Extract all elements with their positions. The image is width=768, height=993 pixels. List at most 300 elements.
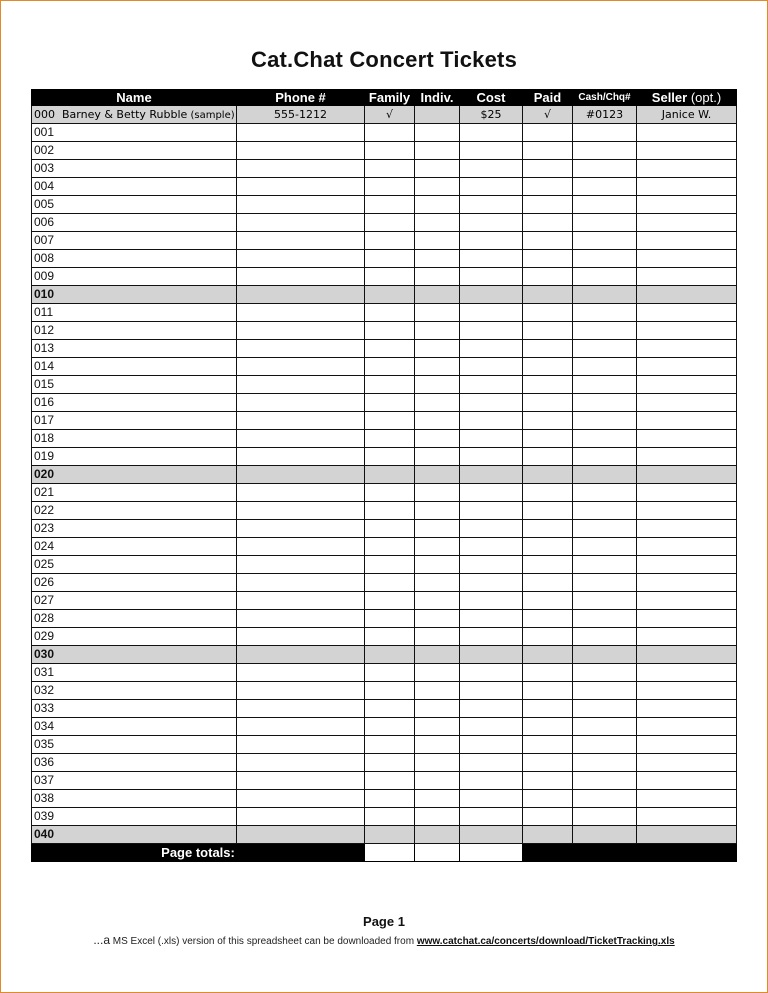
name-cell[interactable]: 026 (32, 574, 237, 592)
name-cell[interactable]: 036 (32, 754, 237, 772)
phone-cell[interactable] (237, 376, 365, 394)
family-cell[interactable] (365, 574, 415, 592)
name-cell[interactable]: 028 (32, 610, 237, 628)
cost-cell[interactable] (460, 610, 523, 628)
phone-cell[interactable] (237, 232, 365, 250)
seller-cell[interactable] (637, 628, 737, 646)
name-cell[interactable]: 001 (32, 124, 237, 142)
family-cell[interactable] (365, 556, 415, 574)
cost-cell[interactable] (460, 718, 523, 736)
name-cell[interactable]: 029 (32, 628, 237, 646)
phone-cell[interactable] (237, 358, 365, 376)
seller-cell[interactable] (637, 286, 737, 304)
name-cell[interactable]: 017 (32, 412, 237, 430)
cash-chq-cell[interactable] (573, 646, 637, 664)
cash-chq-cell[interactable] (573, 538, 637, 556)
paid-cell[interactable] (523, 682, 573, 700)
phone-cell[interactable] (237, 610, 365, 628)
cost-cell[interactable] (460, 592, 523, 610)
family-cell[interactable] (365, 628, 415, 646)
seller-cell[interactable] (637, 160, 737, 178)
seller-cell[interactable] (637, 826, 737, 844)
cost-cell[interactable] (460, 808, 523, 826)
name-cell[interactable]: 034 (32, 718, 237, 736)
family-cell[interactable] (365, 268, 415, 286)
cash-chq-cell[interactable] (573, 232, 637, 250)
cash-chq-cell[interactable] (573, 520, 637, 538)
seller-cell[interactable] (637, 520, 737, 538)
paid-cell[interactable] (523, 646, 573, 664)
cash-chq-cell[interactable] (573, 466, 637, 484)
paid-cell[interactable] (523, 196, 573, 214)
family-cell[interactable] (365, 610, 415, 628)
family-cell[interactable] (365, 520, 415, 538)
cash-chq-cell[interactable] (573, 124, 637, 142)
total-cost-cell[interactable] (460, 844, 523, 862)
name-cell[interactable]: 040 (32, 826, 237, 844)
total-family-cell[interactable] (365, 844, 415, 862)
indiv-cell[interactable] (415, 412, 460, 430)
family-cell[interactable] (365, 466, 415, 484)
phone-cell[interactable] (237, 250, 365, 268)
cash-chq-cell[interactable] (573, 268, 637, 286)
phone-cell[interactable] (237, 340, 365, 358)
family-cell[interactable] (365, 196, 415, 214)
phone-cell[interactable] (237, 448, 365, 466)
cost-cell[interactable] (460, 268, 523, 286)
phone-cell[interactable] (237, 682, 365, 700)
name-cell[interactable]: 004 (32, 178, 237, 196)
phone-cell[interactable] (237, 286, 365, 304)
phone-cell[interactable] (237, 430, 365, 448)
name-cell[interactable]: 038 (32, 790, 237, 808)
cash-chq-cell[interactable] (573, 610, 637, 628)
name-cell[interactable]: 033 (32, 700, 237, 718)
name-cell[interactable]: 014 (32, 358, 237, 376)
name-cell[interactable]: 027 (32, 592, 237, 610)
family-cell[interactable] (365, 448, 415, 466)
paid-cell[interactable] (523, 448, 573, 466)
cost-cell[interactable] (460, 142, 523, 160)
cost-cell[interactable] (460, 232, 523, 250)
paid-cell[interactable] (523, 700, 573, 718)
name-cell[interactable]: 010 (32, 286, 237, 304)
indiv-cell[interactable] (415, 322, 460, 340)
phone-cell[interactable] (237, 160, 365, 178)
cost-cell[interactable] (460, 664, 523, 682)
cost-cell[interactable] (460, 394, 523, 412)
cash-chq-cell[interactable] (573, 196, 637, 214)
phone-cell[interactable] (237, 394, 365, 412)
family-cell[interactable] (365, 736, 415, 754)
seller-cell[interactable] (637, 304, 737, 322)
total-indiv-cell[interactable] (415, 844, 460, 862)
name-cell[interactable]: 031 (32, 664, 237, 682)
seller-cell[interactable] (637, 538, 737, 556)
name-cell[interactable]: 023 (32, 520, 237, 538)
paid-cell[interactable] (523, 304, 573, 322)
paid-cell[interactable] (523, 466, 573, 484)
name-cell[interactable]: 006 (32, 214, 237, 232)
family-cell[interactable] (365, 682, 415, 700)
paid-cell[interactable] (523, 142, 573, 160)
paid-cell[interactable] (523, 772, 573, 790)
family-cell[interactable] (365, 538, 415, 556)
family-cell[interactable] (365, 178, 415, 196)
paid-cell[interactable] (523, 376, 573, 394)
seller-cell[interactable] (637, 574, 737, 592)
paid-cell[interactable] (523, 592, 573, 610)
phone-cell[interactable] (237, 502, 365, 520)
indiv-cell[interactable] (415, 592, 460, 610)
cash-chq-cell[interactable] (573, 592, 637, 610)
cash-chq-cell[interactable] (573, 826, 637, 844)
seller-cell[interactable] (637, 394, 737, 412)
indiv-cell[interactable] (415, 736, 460, 754)
indiv-cell[interactable] (415, 160, 460, 178)
cash-chq-cell[interactable] (573, 628, 637, 646)
name-cell[interactable]: 016 (32, 394, 237, 412)
paid-cell[interactable] (523, 358, 573, 376)
phone-cell[interactable] (237, 754, 365, 772)
name-cell[interactable]: 037 (32, 772, 237, 790)
indiv-cell[interactable] (415, 826, 460, 844)
name-cell[interactable]: 030 (32, 646, 237, 664)
indiv-cell[interactable] (415, 466, 460, 484)
paid-cell[interactable] (523, 286, 573, 304)
family-cell[interactable] (365, 718, 415, 736)
indiv-cell[interactable] (415, 682, 460, 700)
cash-chq-cell[interactable] (573, 790, 637, 808)
name-cell[interactable]: 015 (32, 376, 237, 394)
cost-cell[interactable] (460, 340, 523, 358)
sample-cost-cell[interactable]: $25 (460, 106, 523, 124)
family-cell[interactable] (365, 646, 415, 664)
family-cell[interactable] (365, 142, 415, 160)
cost-cell[interactable] (460, 502, 523, 520)
name-cell[interactable]: 007 (32, 232, 237, 250)
seller-cell[interactable] (637, 790, 737, 808)
phone-cell[interactable] (237, 466, 365, 484)
phone-cell[interactable] (237, 178, 365, 196)
phone-cell[interactable] (237, 214, 365, 232)
phone-cell[interactable] (237, 808, 365, 826)
cost-cell[interactable] (460, 646, 523, 664)
phone-cell[interactable] (237, 826, 365, 844)
cash-chq-cell[interactable] (573, 754, 637, 772)
cash-chq-cell[interactable] (573, 736, 637, 754)
cash-chq-cell[interactable] (573, 160, 637, 178)
phone-cell[interactable] (237, 718, 365, 736)
indiv-cell[interactable] (415, 538, 460, 556)
phone-cell[interactable] (237, 196, 365, 214)
paid-cell[interactable] (523, 628, 573, 646)
cash-chq-cell[interactable] (573, 772, 637, 790)
cash-chq-cell[interactable] (573, 664, 637, 682)
seller-cell[interactable] (637, 754, 737, 772)
indiv-cell[interactable] (415, 610, 460, 628)
cost-cell[interactable] (460, 772, 523, 790)
paid-cell[interactable] (523, 178, 573, 196)
paid-cell[interactable] (523, 736, 573, 754)
family-cell[interactable] (365, 232, 415, 250)
cost-cell[interactable] (460, 484, 523, 502)
phone-cell[interactable] (237, 646, 365, 664)
paid-cell[interactable] (523, 556, 573, 574)
seller-cell[interactable] (637, 358, 737, 376)
family-cell[interactable] (365, 322, 415, 340)
cost-cell[interactable] (460, 376, 523, 394)
seller-cell[interactable] (637, 556, 737, 574)
cost-cell[interactable] (460, 520, 523, 538)
sample-paid-cell[interactable]: √ (523, 106, 573, 124)
seller-cell[interactable] (637, 736, 737, 754)
indiv-cell[interactable] (415, 124, 460, 142)
seller-cell[interactable] (637, 250, 737, 268)
family-cell[interactable] (365, 790, 415, 808)
cash-chq-cell[interactable] (573, 340, 637, 358)
phone-cell[interactable] (237, 592, 365, 610)
indiv-cell[interactable] (415, 556, 460, 574)
paid-cell[interactable] (523, 268, 573, 286)
cash-chq-cell[interactable] (573, 448, 637, 466)
indiv-cell[interactable] (415, 286, 460, 304)
seller-cell[interactable] (637, 502, 737, 520)
cash-chq-cell[interactable] (573, 214, 637, 232)
indiv-cell[interactable] (415, 376, 460, 394)
paid-cell[interactable] (523, 808, 573, 826)
cash-chq-cell[interactable] (573, 484, 637, 502)
cost-cell[interactable] (460, 430, 523, 448)
indiv-cell[interactable] (415, 718, 460, 736)
family-cell[interactable] (365, 124, 415, 142)
seller-cell[interactable] (637, 700, 737, 718)
paid-cell[interactable] (523, 340, 573, 358)
indiv-cell[interactable] (415, 394, 460, 412)
paid-cell[interactable] (523, 538, 573, 556)
seller-cell[interactable] (637, 808, 737, 826)
cost-cell[interactable] (460, 826, 523, 844)
cash-chq-cell[interactable] (573, 376, 637, 394)
family-cell[interactable] (365, 304, 415, 322)
seller-cell[interactable] (637, 124, 737, 142)
seller-cell[interactable] (637, 430, 737, 448)
phone-cell[interactable] (237, 268, 365, 286)
name-cell[interactable]: 009 (32, 268, 237, 286)
seller-cell[interactable] (637, 196, 737, 214)
name-cell[interactable]: 020 (32, 466, 237, 484)
seller-cell[interactable] (637, 322, 737, 340)
cost-cell[interactable] (460, 124, 523, 142)
phone-cell[interactable] (237, 556, 365, 574)
cash-chq-cell[interactable] (573, 286, 637, 304)
cash-chq-cell[interactable] (573, 412, 637, 430)
seller-cell[interactable] (637, 376, 737, 394)
sample-indiv-cell[interactable] (415, 106, 460, 124)
indiv-cell[interactable] (415, 664, 460, 682)
paid-cell[interactable] (523, 232, 573, 250)
indiv-cell[interactable] (415, 196, 460, 214)
family-cell[interactable] (365, 214, 415, 232)
cost-cell[interactable] (460, 412, 523, 430)
cost-cell[interactable] (460, 304, 523, 322)
cash-chq-cell[interactable] (573, 502, 637, 520)
indiv-cell[interactable] (415, 448, 460, 466)
cost-cell[interactable] (460, 322, 523, 340)
name-cell[interactable]: 039 (32, 808, 237, 826)
phone-cell[interactable] (237, 520, 365, 538)
indiv-cell[interactable] (415, 484, 460, 502)
seller-cell[interactable] (637, 412, 737, 430)
seller-cell[interactable] (637, 178, 737, 196)
cost-cell[interactable] (460, 358, 523, 376)
cost-cell[interactable] (460, 214, 523, 232)
cost-cell[interactable] (460, 448, 523, 466)
cost-cell[interactable] (460, 196, 523, 214)
name-cell[interactable]: 003 (32, 160, 237, 178)
phone-cell[interactable] (237, 790, 365, 808)
cost-cell[interactable] (460, 682, 523, 700)
family-cell[interactable] (365, 340, 415, 358)
seller-cell[interactable] (637, 466, 737, 484)
sample-name-cell[interactable] (32, 106, 237, 124)
family-cell[interactable] (365, 394, 415, 412)
phone-cell[interactable] (237, 538, 365, 556)
paid-cell[interactable] (523, 790, 573, 808)
cost-cell[interactable] (460, 736, 523, 754)
name-cell[interactable]: 012 (32, 322, 237, 340)
family-cell[interactable] (365, 592, 415, 610)
phone-cell[interactable] (237, 124, 365, 142)
cost-cell[interactable] (460, 178, 523, 196)
cost-cell[interactable] (460, 538, 523, 556)
paid-cell[interactable] (523, 520, 573, 538)
indiv-cell[interactable] (415, 268, 460, 286)
seller-cell[interactable] (637, 772, 737, 790)
phone-cell[interactable] (237, 736, 365, 754)
paid-cell[interactable] (523, 430, 573, 448)
seller-cell[interactable] (637, 268, 737, 286)
cost-cell[interactable] (460, 790, 523, 808)
family-cell[interactable] (365, 826, 415, 844)
name-cell[interactable]: 005 (32, 196, 237, 214)
name-cell[interactable]: 008 (32, 250, 237, 268)
cash-chq-cell[interactable] (573, 304, 637, 322)
cost-cell[interactable] (460, 466, 523, 484)
name-cell[interactable]: 024 (32, 538, 237, 556)
indiv-cell[interactable] (415, 232, 460, 250)
paid-cell[interactable] (523, 484, 573, 502)
name-cell[interactable]: 032 (32, 682, 237, 700)
family-cell[interactable] (365, 808, 415, 826)
family-cell[interactable] (365, 376, 415, 394)
cash-chq-cell[interactable] (573, 394, 637, 412)
phone-cell[interactable] (237, 664, 365, 682)
seller-cell[interactable] (637, 214, 737, 232)
cash-chq-cell[interactable] (573, 430, 637, 448)
paid-cell[interactable] (523, 610, 573, 628)
name-cell[interactable]: 025 (32, 556, 237, 574)
family-cell[interactable] (365, 412, 415, 430)
phone-cell[interactable] (237, 628, 365, 646)
phone-cell[interactable] (237, 700, 365, 718)
name-cell[interactable]: 011 (32, 304, 237, 322)
seller-cell[interactable] (637, 682, 737, 700)
family-cell[interactable] (365, 430, 415, 448)
family-cell[interactable] (365, 700, 415, 718)
seller-cell[interactable] (637, 646, 737, 664)
seller-cell[interactable] (637, 142, 737, 160)
paid-cell[interactable] (523, 412, 573, 430)
sample-seller-cell[interactable]: Janice W. (637, 106, 737, 124)
seller-cell[interactable] (637, 718, 737, 736)
download-link[interactable]: www.catchat.ca/concerts/download/TicketTracking.xls (416, 936, 675, 947)
cost-cell[interactable] (460, 754, 523, 772)
cash-chq-cell[interactable] (573, 250, 637, 268)
name-cell[interactable]: 035 (32, 736, 237, 754)
phone-cell[interactable] (237, 322, 365, 340)
name-cell[interactable]: 018 (32, 430, 237, 448)
name-cell[interactable]: 002 (32, 142, 237, 160)
seller-cell[interactable] (637, 448, 737, 466)
family-cell[interactable] (365, 250, 415, 268)
paid-cell[interactable] (523, 394, 573, 412)
indiv-cell[interactable] (415, 358, 460, 376)
seller-cell[interactable] (637, 484, 737, 502)
indiv-cell[interactable] (415, 502, 460, 520)
indiv-cell[interactable] (415, 520, 460, 538)
family-cell[interactable] (365, 286, 415, 304)
cost-cell[interactable] (460, 286, 523, 304)
seller-cell[interactable] (637, 340, 737, 358)
indiv-cell[interactable] (415, 628, 460, 646)
family-cell[interactable] (365, 484, 415, 502)
paid-cell[interactable] (523, 250, 573, 268)
phone-cell[interactable] (237, 412, 365, 430)
phone-cell[interactable] (237, 484, 365, 502)
paid-cell[interactable] (523, 322, 573, 340)
indiv-cell[interactable] (415, 430, 460, 448)
family-cell[interactable] (365, 754, 415, 772)
name-cell[interactable]: 022 (32, 502, 237, 520)
name-cell[interactable]: 019 (32, 448, 237, 466)
seller-cell[interactable] (637, 592, 737, 610)
sample-family-cell[interactable]: √ (365, 106, 415, 124)
paid-cell[interactable] (523, 664, 573, 682)
indiv-cell[interactable] (415, 574, 460, 592)
cash-chq-cell[interactable] (573, 682, 637, 700)
family-cell[interactable] (365, 358, 415, 376)
indiv-cell[interactable] (415, 772, 460, 790)
indiv-cell[interactable] (415, 142, 460, 160)
cash-chq-cell[interactable] (573, 700, 637, 718)
cost-cell[interactable] (460, 574, 523, 592)
cash-chq-cell[interactable] (573, 556, 637, 574)
cost-cell[interactable] (460, 250, 523, 268)
indiv-cell[interactable] (415, 304, 460, 322)
paid-cell[interactable] (523, 826, 573, 844)
sample-phone-cell[interactable]: 555-1212 (237, 106, 365, 124)
cash-chq-cell[interactable] (573, 178, 637, 196)
cost-cell[interactable] (460, 160, 523, 178)
paid-cell[interactable] (523, 502, 573, 520)
paid-cell[interactable] (523, 574, 573, 592)
family-cell[interactable] (365, 502, 415, 520)
indiv-cell[interactable] (415, 250, 460, 268)
cash-chq-cell[interactable] (573, 358, 637, 376)
seller-cell[interactable] (637, 610, 737, 628)
phone-cell[interactable] (237, 574, 365, 592)
